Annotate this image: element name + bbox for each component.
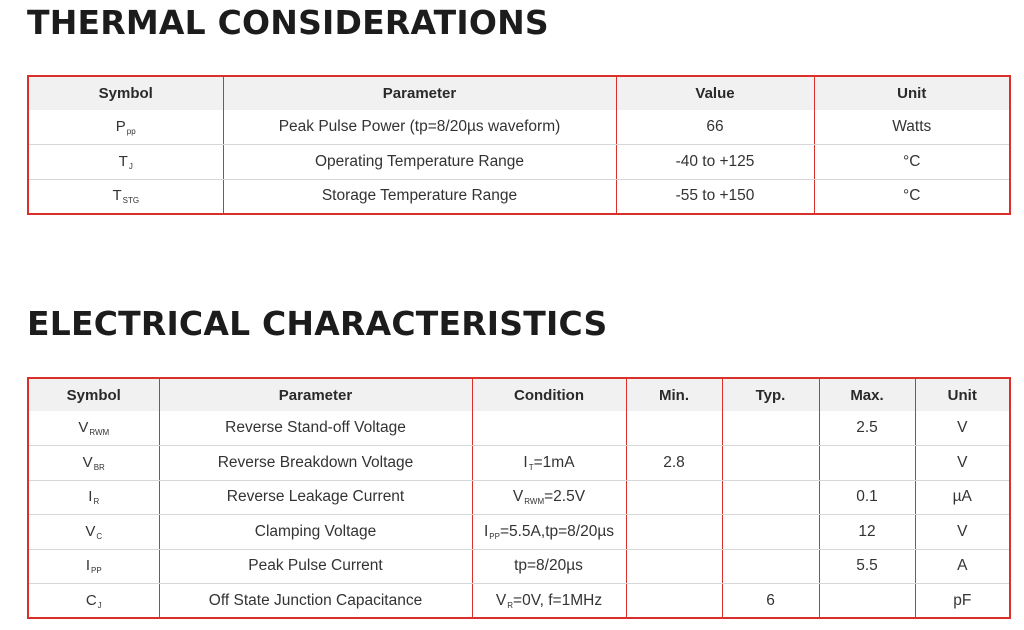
header-max: Max.: [819, 378, 915, 411]
cell-unit: pF: [915, 584, 1010, 619]
cell-value: -40 to +125: [616, 145, 814, 180]
table-row: [28, 179, 1010, 214]
table-row: [28, 480, 1010, 515]
cell-condition: tp=8/20µs: [472, 549, 626, 584]
cell-condition: $I_{PP}=5.5A,tp=8/20\mu s$: [472, 515, 626, 550]
cell-symbol: $T_J$: [28, 145, 223, 180]
cell-unit: Watts: [814, 110, 1010, 145]
cell-symbol: $I_{PP}$: [28, 549, 159, 584]
cell-min: [626, 584, 722, 619]
table-row: [28, 446, 1010, 481]
cell-min: 2.8: [626, 446, 722, 481]
cell-symbol: $V_{RWM}$: [28, 411, 159, 446]
header-unit: Unit: [814, 76, 1010, 110]
cell-symbol: $P_{pp}$: [28, 110, 223, 145]
cell-min: [626, 411, 722, 446]
cell-unit: µA: [915, 480, 1010, 515]
cell-parameter: Reverse Breakdown Voltage: [159, 446, 472, 481]
cell-typ: [722, 549, 819, 584]
cell-unit: V: [915, 446, 1010, 481]
cell-typ: [722, 411, 819, 446]
cell-parameter: Reverse Stand-off Voltage: [159, 411, 472, 446]
cell-unit: °C: [814, 179, 1010, 214]
cell-max: [819, 446, 915, 481]
cell-condition: $V_{RWM}=2.5V$: [472, 480, 626, 515]
table-row: [28, 515, 1010, 550]
cell-parameter: Reverse Leakage Current: [159, 480, 472, 515]
cell-symbol: $T_{STG}$: [28, 179, 223, 214]
cell-symbol: $C_J$: [28, 584, 159, 619]
cell-value: 66: [616, 110, 814, 145]
header-parameter: Parameter: [223, 76, 616, 110]
cell-symbol: $V_C$: [28, 515, 159, 550]
cell-unit: °C: [814, 145, 1010, 180]
cell-typ: [722, 446, 819, 481]
header-parameter: Parameter: [159, 378, 472, 411]
cell-parameter: Peak Pulse Current: [159, 549, 472, 584]
cell-parameter: Off State Junction Capacitance: [159, 584, 472, 619]
cell-condition: [472, 411, 626, 446]
cell-typ: [722, 515, 819, 550]
cell-condition: $V_R=0V$, f=1MHz: [472, 584, 626, 619]
cell-condition: $I_T=1mA$: [472, 446, 626, 481]
electrical-section-title: ELECTRICAL CHARACTERISTICS: [27, 304, 608, 343]
header-value: Value: [616, 76, 814, 110]
thermal-table: [27, 75, 1011, 215]
thermal-section-title: THERMAL CONSIDERATIONS: [27, 3, 549, 42]
header-unit: Unit: [915, 378, 1010, 411]
cell-max: 2.5: [819, 411, 915, 446]
cell-typ: 6: [722, 584, 819, 619]
cell-parameter: Clamping Voltage: [159, 515, 472, 550]
cell-min: [626, 549, 722, 584]
header-condition: Condition: [472, 378, 626, 411]
cell-parameter: Peak Pulse Power (tp=8/20µs waveform): [223, 110, 616, 145]
cell-typ: [722, 480, 819, 515]
cell-value: -55 to +150: [616, 179, 814, 214]
cell-symbol: $V_{BR}$: [28, 446, 159, 481]
header-symbol: Symbol: [28, 378, 159, 411]
table-row: [28, 411, 1010, 446]
cell-unit: A: [915, 549, 1010, 584]
table-row: [28, 549, 1010, 584]
table-row: [28, 110, 1010, 145]
cell-unit: V: [915, 515, 1010, 550]
header-symbol: Symbol: [28, 76, 223, 110]
table-header-row: [28, 76, 1010, 110]
cell-max: 0.1: [819, 480, 915, 515]
cell-symbol: $I_R$: [28, 480, 159, 515]
cell-parameter: Operating Temperature Range: [223, 145, 616, 180]
header-typ: Typ.: [722, 378, 819, 411]
cell-max: 12: [819, 515, 915, 550]
cell-min: [626, 480, 722, 515]
cell-parameter: Storage Temperature Range: [223, 179, 616, 214]
table-header-row: [28, 378, 1010, 411]
table-row: [28, 584, 1010, 619]
electrical-table: [27, 377, 1011, 619]
cell-max: 5.5: [819, 549, 915, 584]
table-row: [28, 145, 1010, 180]
header-min: Min.: [626, 378, 722, 411]
cell-min: [626, 515, 722, 550]
cell-max: [819, 584, 915, 619]
cell-unit: V: [915, 411, 1010, 446]
